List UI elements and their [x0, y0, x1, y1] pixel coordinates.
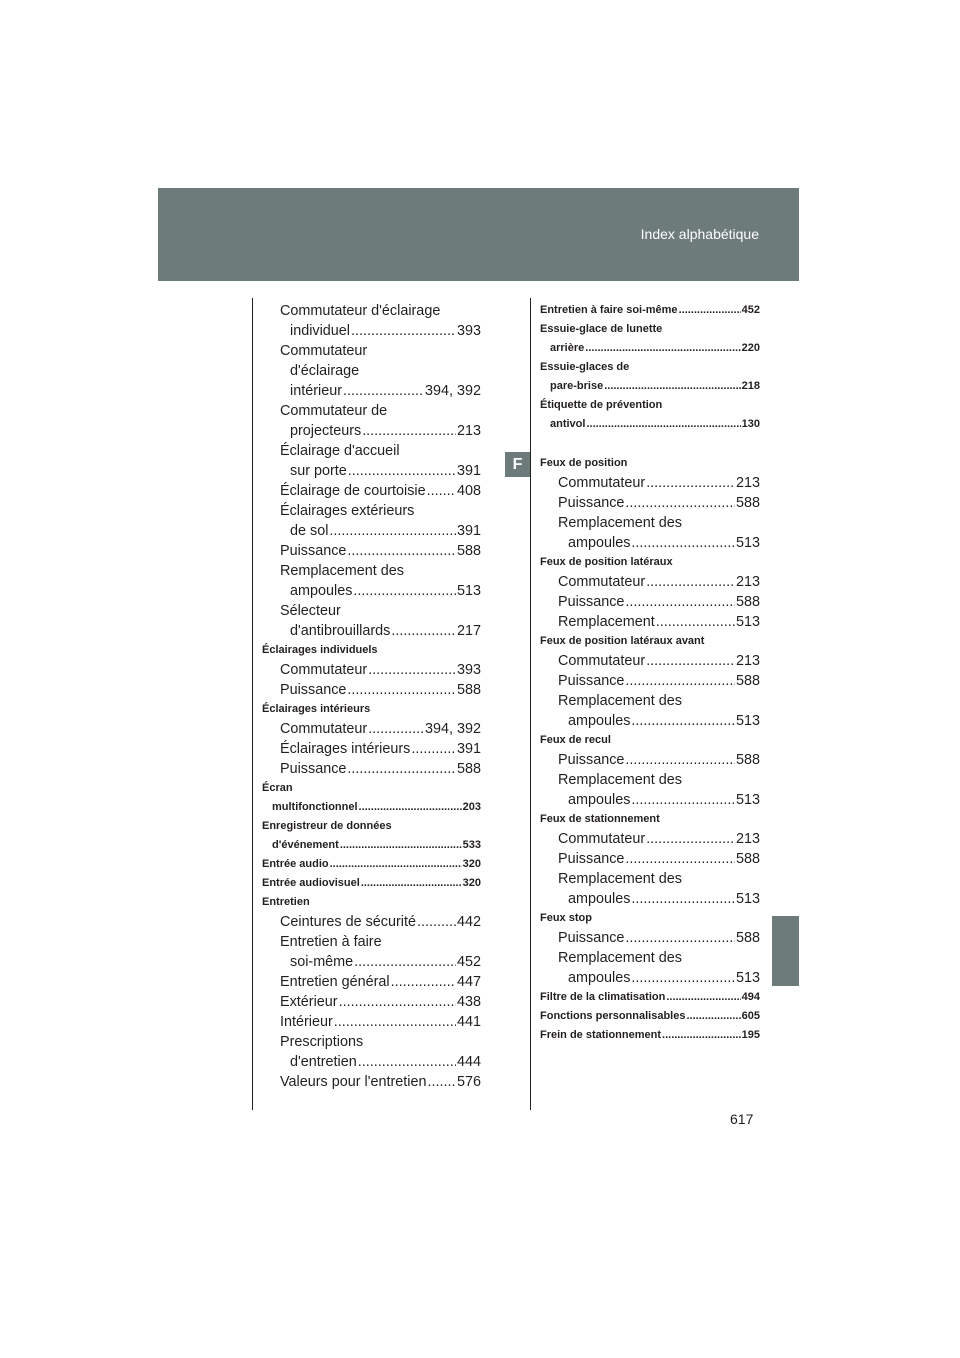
entry-text: Essuie-glaces de	[540, 361, 630, 373]
page-reference: 447	[456, 974, 481, 990]
index-column-left	[262, 301, 481, 1092]
index-heading	[540, 301, 760, 320]
index-heading	[540, 810, 760, 829]
dot-leader	[631, 790, 735, 810]
entry-text: Valeurs pour l'entretien	[280, 1074, 427, 1090]
entry-text: d'événement	[272, 839, 339, 851]
index-subentry	[540, 651, 760, 671]
index-subentry	[540, 770, 760, 810]
index-subentry	[540, 473, 760, 493]
index-subentry	[540, 928, 760, 948]
page-reference: 452	[741, 304, 760, 316]
page-reference: 452	[456, 954, 481, 970]
dot-leader	[585, 339, 740, 358]
page-reference: 213	[735, 831, 760, 847]
dot-leader	[362, 421, 456, 441]
entry-text: Puissance	[558, 752, 625, 768]
dot-leader	[656, 612, 735, 632]
dot-leader	[411, 739, 456, 759]
page-reference: 203	[462, 801, 481, 813]
dot-leader	[625, 849, 735, 869]
entry-text: Feux de position latéraux	[540, 556, 673, 568]
dot-leader	[348, 461, 456, 481]
index-subentry	[262, 739, 481, 759]
index-subentry	[540, 493, 760, 513]
index-subentry	[540, 513, 760, 553]
entry-text: ampoules	[568, 535, 631, 551]
entry-text: Commutateur	[558, 574, 646, 590]
index-subentry	[540, 948, 760, 988]
page-reference: 217	[456, 623, 481, 639]
entry-text: Puissance	[558, 495, 625, 511]
index-subentry	[262, 992, 481, 1012]
page-reference: 494	[741, 991, 760, 1003]
page-reference: 444	[456, 1054, 481, 1070]
index-heading	[262, 779, 481, 817]
dot-leader	[625, 928, 735, 948]
entry-text: Feux de position	[540, 457, 628, 469]
entry-text: Éclairages extérieurs	[280, 503, 415, 519]
dot-leader	[586, 415, 740, 434]
left-column-rule	[252, 298, 253, 1110]
entry-text: Entrée audiovisuel	[262, 877, 360, 889]
page-reference: 513	[735, 713, 760, 729]
dot-leader	[631, 533, 735, 553]
index-subentry	[262, 912, 481, 932]
index-heading	[262, 817, 481, 855]
page-reference: 213	[735, 574, 760, 590]
center-column-rule	[530, 298, 531, 1110]
index-heading	[262, 641, 481, 660]
page-reference: 218	[741, 380, 760, 392]
section-thumb-tab	[772, 916, 799, 986]
dot-leader	[358, 1052, 456, 1072]
page-reference: 513	[456, 583, 481, 599]
entry-text: Extérieur	[280, 994, 338, 1010]
dot-leader	[631, 711, 735, 731]
index-subentry	[540, 869, 760, 909]
entry-text: d'antibrouillards	[290, 623, 391, 639]
index-subentry	[262, 501, 481, 541]
index-heading	[262, 874, 481, 893]
page-reference: 195	[741, 1029, 760, 1041]
index-subentry	[540, 612, 760, 632]
dot-leader	[334, 1012, 456, 1032]
entry-text: Éclairages intérieurs	[280, 741, 411, 757]
page-reference: 393	[456, 323, 481, 339]
entry-text: Éclairages individuels	[262, 644, 378, 656]
entry-text: Remplacement des	[558, 950, 682, 966]
entry-text: Entrée audio	[262, 858, 329, 870]
dot-leader	[347, 759, 456, 779]
page-reference: 438	[456, 994, 481, 1010]
index-subentry	[262, 680, 481, 700]
page-reference: 533	[462, 839, 481, 851]
entry-text: Puissance	[558, 673, 625, 689]
entry-text: Remplacement des	[558, 871, 682, 887]
page-reference: 588	[456, 682, 481, 698]
entry-text: Sélecteur	[280, 603, 341, 619]
dot-leader	[679, 301, 741, 320]
index-subentry	[262, 719, 481, 739]
entry-text: Éclairage de courtoisie	[280, 483, 426, 499]
dot-leader	[391, 972, 456, 992]
entry-text: d'entretien	[290, 1054, 357, 1070]
page-reference: 320	[462, 858, 481, 870]
entry-text: Puissance	[558, 851, 625, 867]
dot-leader	[625, 592, 735, 612]
index-heading	[540, 909, 760, 928]
entry-text: Puissance	[558, 594, 625, 610]
entry-text: Feux de recul	[540, 734, 611, 746]
index-subentry	[262, 561, 481, 601]
entry-text: Essuie-glace de lunette	[540, 323, 663, 335]
dot-leader	[329, 521, 456, 541]
page-reference: 588	[735, 851, 760, 867]
dot-leader	[354, 952, 456, 972]
page-reference: 394, 392	[424, 721, 481, 737]
index-subentry	[262, 301, 481, 341]
entry-text: de sol	[290, 523, 329, 539]
entry-text: Remplacement des	[280, 563, 404, 579]
entry-text: Fonctions personnalisables	[540, 1010, 686, 1022]
index-subentry	[540, 849, 760, 869]
index-letter-tab: F	[505, 452, 530, 477]
index-heading	[540, 358, 760, 396]
entry-text: Prescriptions	[280, 1034, 364, 1050]
entry-text: Commutateur de	[280, 403, 388, 419]
index-subentry	[262, 541, 481, 561]
dot-leader	[646, 651, 735, 671]
entry-text: Puissance	[558, 930, 625, 946]
entry-text: Remplacement des	[558, 772, 682, 788]
page-reference: 513	[735, 792, 760, 808]
page-reference: 513	[735, 970, 760, 986]
entry-text: Remplacement des	[558, 515, 682, 531]
entry-text: Remplacement des	[558, 693, 682, 709]
entry-text: Commutateur	[558, 475, 646, 491]
index-subentry	[262, 1012, 481, 1032]
entry-text: Entretien général	[280, 974, 390, 990]
index-subentry	[262, 481, 481, 501]
dot-leader	[368, 660, 456, 680]
index-heading	[540, 454, 760, 473]
index-subentry	[262, 341, 481, 401]
dot-leader	[666, 988, 740, 1007]
index-heading	[262, 700, 481, 719]
entry-text: arrière	[550, 342, 585, 354]
entry-text: pare-brise	[550, 380, 604, 392]
entry-text: Puissance	[280, 682, 347, 698]
page-reference: 605	[741, 1010, 760, 1022]
index-subentry	[262, 660, 481, 680]
page-reference: 394, 392	[424, 383, 481, 399]
index-subentry	[262, 932, 481, 972]
index-subentry	[262, 601, 481, 641]
index-subentry	[262, 1032, 481, 1072]
dot-leader	[625, 671, 735, 691]
dot-leader	[368, 719, 424, 739]
page-reference: 513	[735, 891, 760, 907]
page-reference: 391	[456, 523, 481, 539]
index-heading	[540, 396, 760, 434]
index-subentry	[262, 441, 481, 481]
dot-leader	[686, 1007, 740, 1026]
entry-text: Commutateur	[280, 662, 368, 678]
entry-text: Remplacement	[558, 614, 655, 630]
entry-text: individuel	[290, 323, 351, 339]
index-heading	[262, 893, 481, 912]
entry-text: Commutateur	[280, 343, 368, 359]
dot-leader	[417, 912, 456, 932]
dot-leader	[359, 798, 462, 817]
dot-leader	[625, 750, 735, 770]
index-subentry	[540, 829, 760, 849]
entry-text: intérieur	[290, 383, 342, 399]
index-subentry	[540, 671, 760, 691]
page-reference: 220	[741, 342, 760, 354]
page-reference: 588	[735, 930, 760, 946]
page-title: Index alphabétique	[640, 226, 759, 242]
entry-text: ampoules	[568, 891, 631, 907]
entry-text: d'éclairage	[290, 363, 360, 379]
page-reference: 391	[456, 741, 481, 757]
page-reference: 513	[735, 614, 760, 630]
entry-text: Feux de stationnement	[540, 813, 660, 825]
entry-text: Puissance	[280, 761, 347, 777]
dot-leader	[646, 572, 735, 592]
entry-text: Intérieur	[280, 1014, 333, 1030]
entry-text: Filtre de la climatisation	[540, 991, 666, 1003]
dot-leader	[662, 1026, 741, 1045]
entry-text: Étiquette de prévention	[540, 399, 663, 411]
index-subentry	[262, 1072, 481, 1092]
dot-leader	[646, 829, 735, 849]
dot-leader	[353, 581, 456, 601]
entry-text: Frein de stationnement	[540, 1029, 662, 1041]
page-reference: 588	[735, 673, 760, 689]
entry-text: ampoules	[568, 970, 631, 986]
page-reference: 441	[456, 1014, 481, 1030]
index-subentry	[540, 691, 760, 731]
entry-text: Ceintures de sécurité	[280, 914, 416, 930]
entry-text: ampoules	[290, 583, 353, 599]
page-reference: 320	[462, 877, 481, 889]
page-reference: 213	[735, 475, 760, 491]
entry-text: sur porte	[290, 463, 347, 479]
entry-text: soi-même	[290, 954, 354, 970]
page-reference: 588	[735, 594, 760, 610]
index-subentry	[540, 750, 760, 770]
index-heading	[262, 855, 481, 874]
page-reference: 588	[456, 543, 481, 559]
dot-leader	[340, 836, 462, 855]
index-subentry	[540, 592, 760, 612]
page-reference: 213	[735, 653, 760, 669]
dot-leader	[351, 321, 456, 341]
page-reference: 393	[456, 662, 481, 678]
page-reference: 588	[735, 752, 760, 768]
index-subentry	[262, 759, 481, 779]
dot-leader	[427, 481, 456, 501]
page-reference: 576	[456, 1074, 481, 1090]
index-heading	[540, 731, 760, 750]
index-subentry	[540, 572, 760, 592]
index-heading	[540, 320, 760, 358]
entry-text: Feux de position latéraux avant	[540, 635, 705, 647]
dot-leader	[330, 855, 462, 874]
index-heading	[540, 988, 760, 1007]
dot-leader	[631, 889, 735, 909]
entry-text: projecteurs	[290, 423, 362, 439]
entry-text: multifonctionnel	[272, 801, 358, 813]
dot-leader	[343, 381, 424, 401]
page-reference: 513	[735, 535, 760, 551]
entry-text: Puissance	[280, 543, 347, 559]
page-reference: 391	[456, 463, 481, 479]
entry-text: Commutateur	[558, 653, 646, 669]
entry-text: Entretien	[262, 896, 310, 908]
index-column-right	[540, 301, 760, 1045]
entry-text: Éclairage d'accueil	[280, 443, 400, 459]
dot-leader	[339, 992, 456, 1012]
dot-leader	[646, 473, 735, 493]
dot-leader	[604, 377, 740, 396]
index-heading	[540, 1026, 760, 1045]
index-subentry	[262, 401, 481, 441]
page-reference: 588	[735, 495, 760, 511]
index-heading	[540, 1007, 760, 1026]
entry-text: antivol	[550, 418, 586, 430]
page-reference: 213	[456, 423, 481, 439]
dot-leader	[347, 541, 456, 561]
entry-text: Commutateur d'éclairage	[280, 303, 441, 319]
page-reference: 588	[456, 761, 481, 777]
dot-leader	[427, 1072, 456, 1092]
entry-text: Éclairages intérieurs	[262, 703, 371, 715]
page-number: 617	[730, 1111, 754, 1127]
dot-leader	[347, 680, 456, 700]
page-reference: 130	[741, 418, 760, 430]
entry-text: Feux stop	[540, 912, 592, 924]
page-reference: 408	[456, 483, 481, 499]
index-subentry	[262, 972, 481, 992]
header-band	[158, 188, 799, 281]
dot-leader	[631, 968, 735, 988]
index-heading	[540, 632, 760, 651]
entry-text: Entretien à faire	[280, 934, 382, 950]
entry-text: Commutateur	[280, 721, 368, 737]
entry-text: Commutateur	[558, 831, 646, 847]
dot-leader	[361, 874, 462, 893]
page-reference: 442	[456, 914, 481, 930]
index-heading	[540, 553, 760, 572]
dot-leader	[391, 621, 456, 641]
entry-text: Écran	[262, 782, 293, 794]
entry-text: ampoules	[568, 792, 631, 808]
entry-text: Enregistreur de données	[262, 820, 392, 832]
entry-text: Entretien à faire soi-même	[540, 304, 678, 316]
entry-text: ampoules	[568, 713, 631, 729]
dot-leader	[625, 493, 735, 513]
